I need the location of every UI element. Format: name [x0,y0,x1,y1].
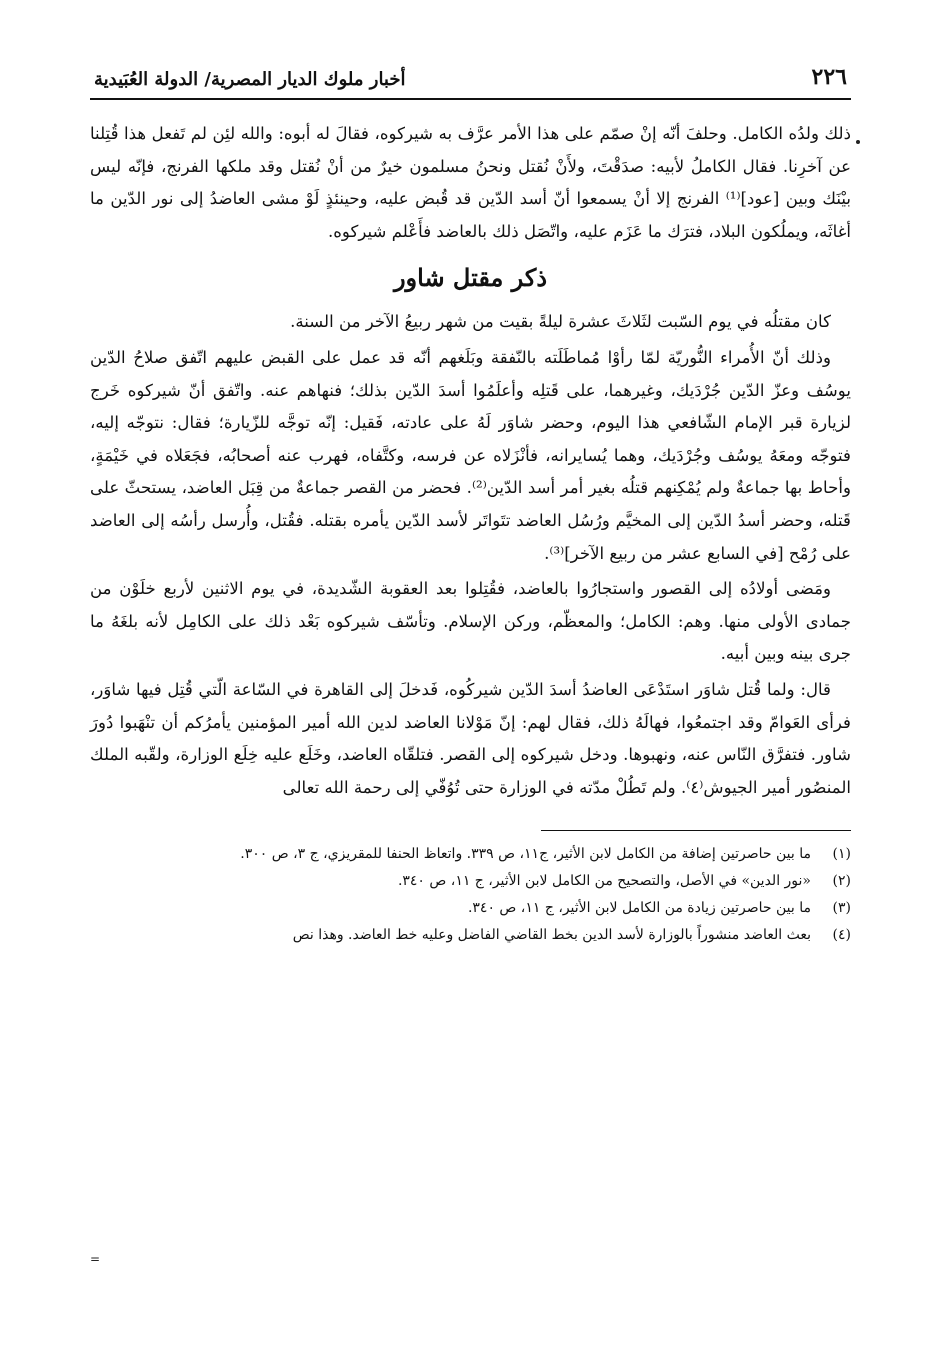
paragraph: قال: ولما قُتل شاوَر استَدْعَى العاضدُ أسدَ الدّين شيركُوه، فَدخلَ إلى القاهرة في السّاعة الّتي قُتِل فيها شاوَر، فرأى العَوامّ وقد اجتمعُوا، فهالَهُ ذلك، فقال لهم: إنّ مَوْلانا العاضد لدين الله أمير المؤمنين يأمرُكم أن تنْهَبوا دُورَ شاور. فتفرَّق النّاس عنه، ونهبوها. ودخل شيركوه إلى القصر. فتلقّاه العاضد، وخَلَع عليه خِلَع الوزارة، ولقّبه الملك المنصُور أمير الجيوش⁽٤⁾. ولم تَطُلْ مدّته في الوزارة حتى تُوُفّي إلى رحمة الله تعالى [90,679,851,797]
footnote-mark: (٣) [832,900,851,917]
footnote-mark: (١) [832,846,851,863]
paragraph: كان مقتلُه في يوم السّبت لثَلاثَ عشرة ليلةً بقيت من شهر ربيعُ الآخر من السنة. [290,312,831,332]
footnote-text: «نور الدين» في الأصل، والتصحيح من الكامل لابن الأثير، ج ١١، ص ٣٤٠. [397,873,811,890]
section-heading: ذكر مقتل شاور [393,263,548,293]
running-title: أخبار ملوك الديار المصرية/ الدولة العُبَيدية [94,69,406,90]
footnote-text: ما بين حاصرتين إضافة من الكامل لابن الأثير، ج١١، ص ٣٣٩. واتعاظ الحنفا للمقريزي، ج ٣، ص ٣٠٠. [240,846,811,863]
paragraph: ذلك ولدُه الكامل. وحلفَ أنّه إنْ صمّم على هذا الأمر عرَّف به شيركوه، فقالَ له أبوه: والله لئِن لم تَفعل هذا قُتِلنا عن آخرِنا. فقال الكاملُ لأبيه: صدَقْتَ، ولأَنْ نُقتل ونحنُ مسلمون خيرٌ من أنْ نُقتل وقد ملكها الفرنج، فإنّه ليس بيْنَك وبين [عود]⁽¹⁾ الفرنج إلا أنْ يسمعوا أنّ أسد الدّين قد قُبض عليه، وحينئذٍ لَوْ مشى العاضدُ إلى نور الدّين ما أغاثَه، ويملُكون البلاد، فترَك ما عَزَم عليه، واتّصَل ذلك بالعاضد فأَعْلم شيركوه. [90,124,851,241]
footnotes [90,841,851,949]
footnote-text: ما بين حاصرتين زيادة من الكامل لابن الأثير، ج ١١، ص ٣٤٠. [467,900,811,917]
footnote [90,841,851,868]
footnote-divider [541,830,851,831]
footnote-mark: (٢) [832,873,851,890]
continuation-mark: = [90,1252,101,1266]
footnote-text: بعث العاضد منشوراً بالوزارة لأسد الدين بخط القاضي الفاضل وعليه خط العاضد. وهذا نص [292,927,811,944]
paragraph: وذلك أنّ الأُمراء النُّوريّة لمّا رأوْا مُماطَلَته بالنّفقة وبَلَغهم أنّه قد عمل على القبض عليهم اتّفق صلاحُ الدّين يوسُف وعزّ الدّين جُرْدَيك، وغيرهما، على قَتلِه وأعلَمُوا أسدَ الدّين بذلك؛ فنهاهم عنه. واتّفق أنّ شيركوه خَرج لزيارة قبر الإمام الشّافعي هذا اليوم، وحضر شاوَر لَهُ على عادته، فَقيل: إنّه توجَّه للزّيارة؛ فقال: نتوجّه إليه، فتوجّه ومعَهُ يوسُف وجُرْدَيك، وهما يُسايرانه، فأنْزَلاه عن فرسه، وكتَّفاه، فهرب عنه أصحابُه، فجَعَلاه في خَيْمَةٍ، وأحاط بها جماعةٌ ولم يُمْكِنهم قتلُه بغير أمر أسد الدّين⁽²⁾. فحضر من القصر جماعةٌ من قِبَل العاضد، يستحثّ على قَتله، وحضر أسدُ الدّين إلى المخيَّم ورُسُل العاضد تتَواتَر لأسد الدّين يأمره بقتله. فقُتل، وأُرسل رأسُه إلى العاضد على رُمْح [في السابع عشر من ربيع الآخر]⁽³⁾. [90,347,851,563]
margin-dot [856,140,860,144]
page-body [90,118,851,949]
footnote-mark: (٤) [832,927,851,944]
page-header [90,62,851,100]
paragraph: ومَضى أولادُه إلى القصور واستجارُوا بالعاضد، فقُتِلوا بعد العقوبة الشّديدة، في يوم الاثنين لأربع خلَوْن من جمادى الأولى منها. وهم: الكامل؛ والمعظّم، وركن الإسلام. وتأسّف شيركوه بَعْد ذلك على الكامِل لأنه بلغَهُ ما جرى بينه وبين أبيه. [90,579,851,664]
page-number: ٢٢٦ [811,64,847,90]
footnote [90,922,851,949]
footnote [90,895,851,922]
footnote [90,868,851,895]
